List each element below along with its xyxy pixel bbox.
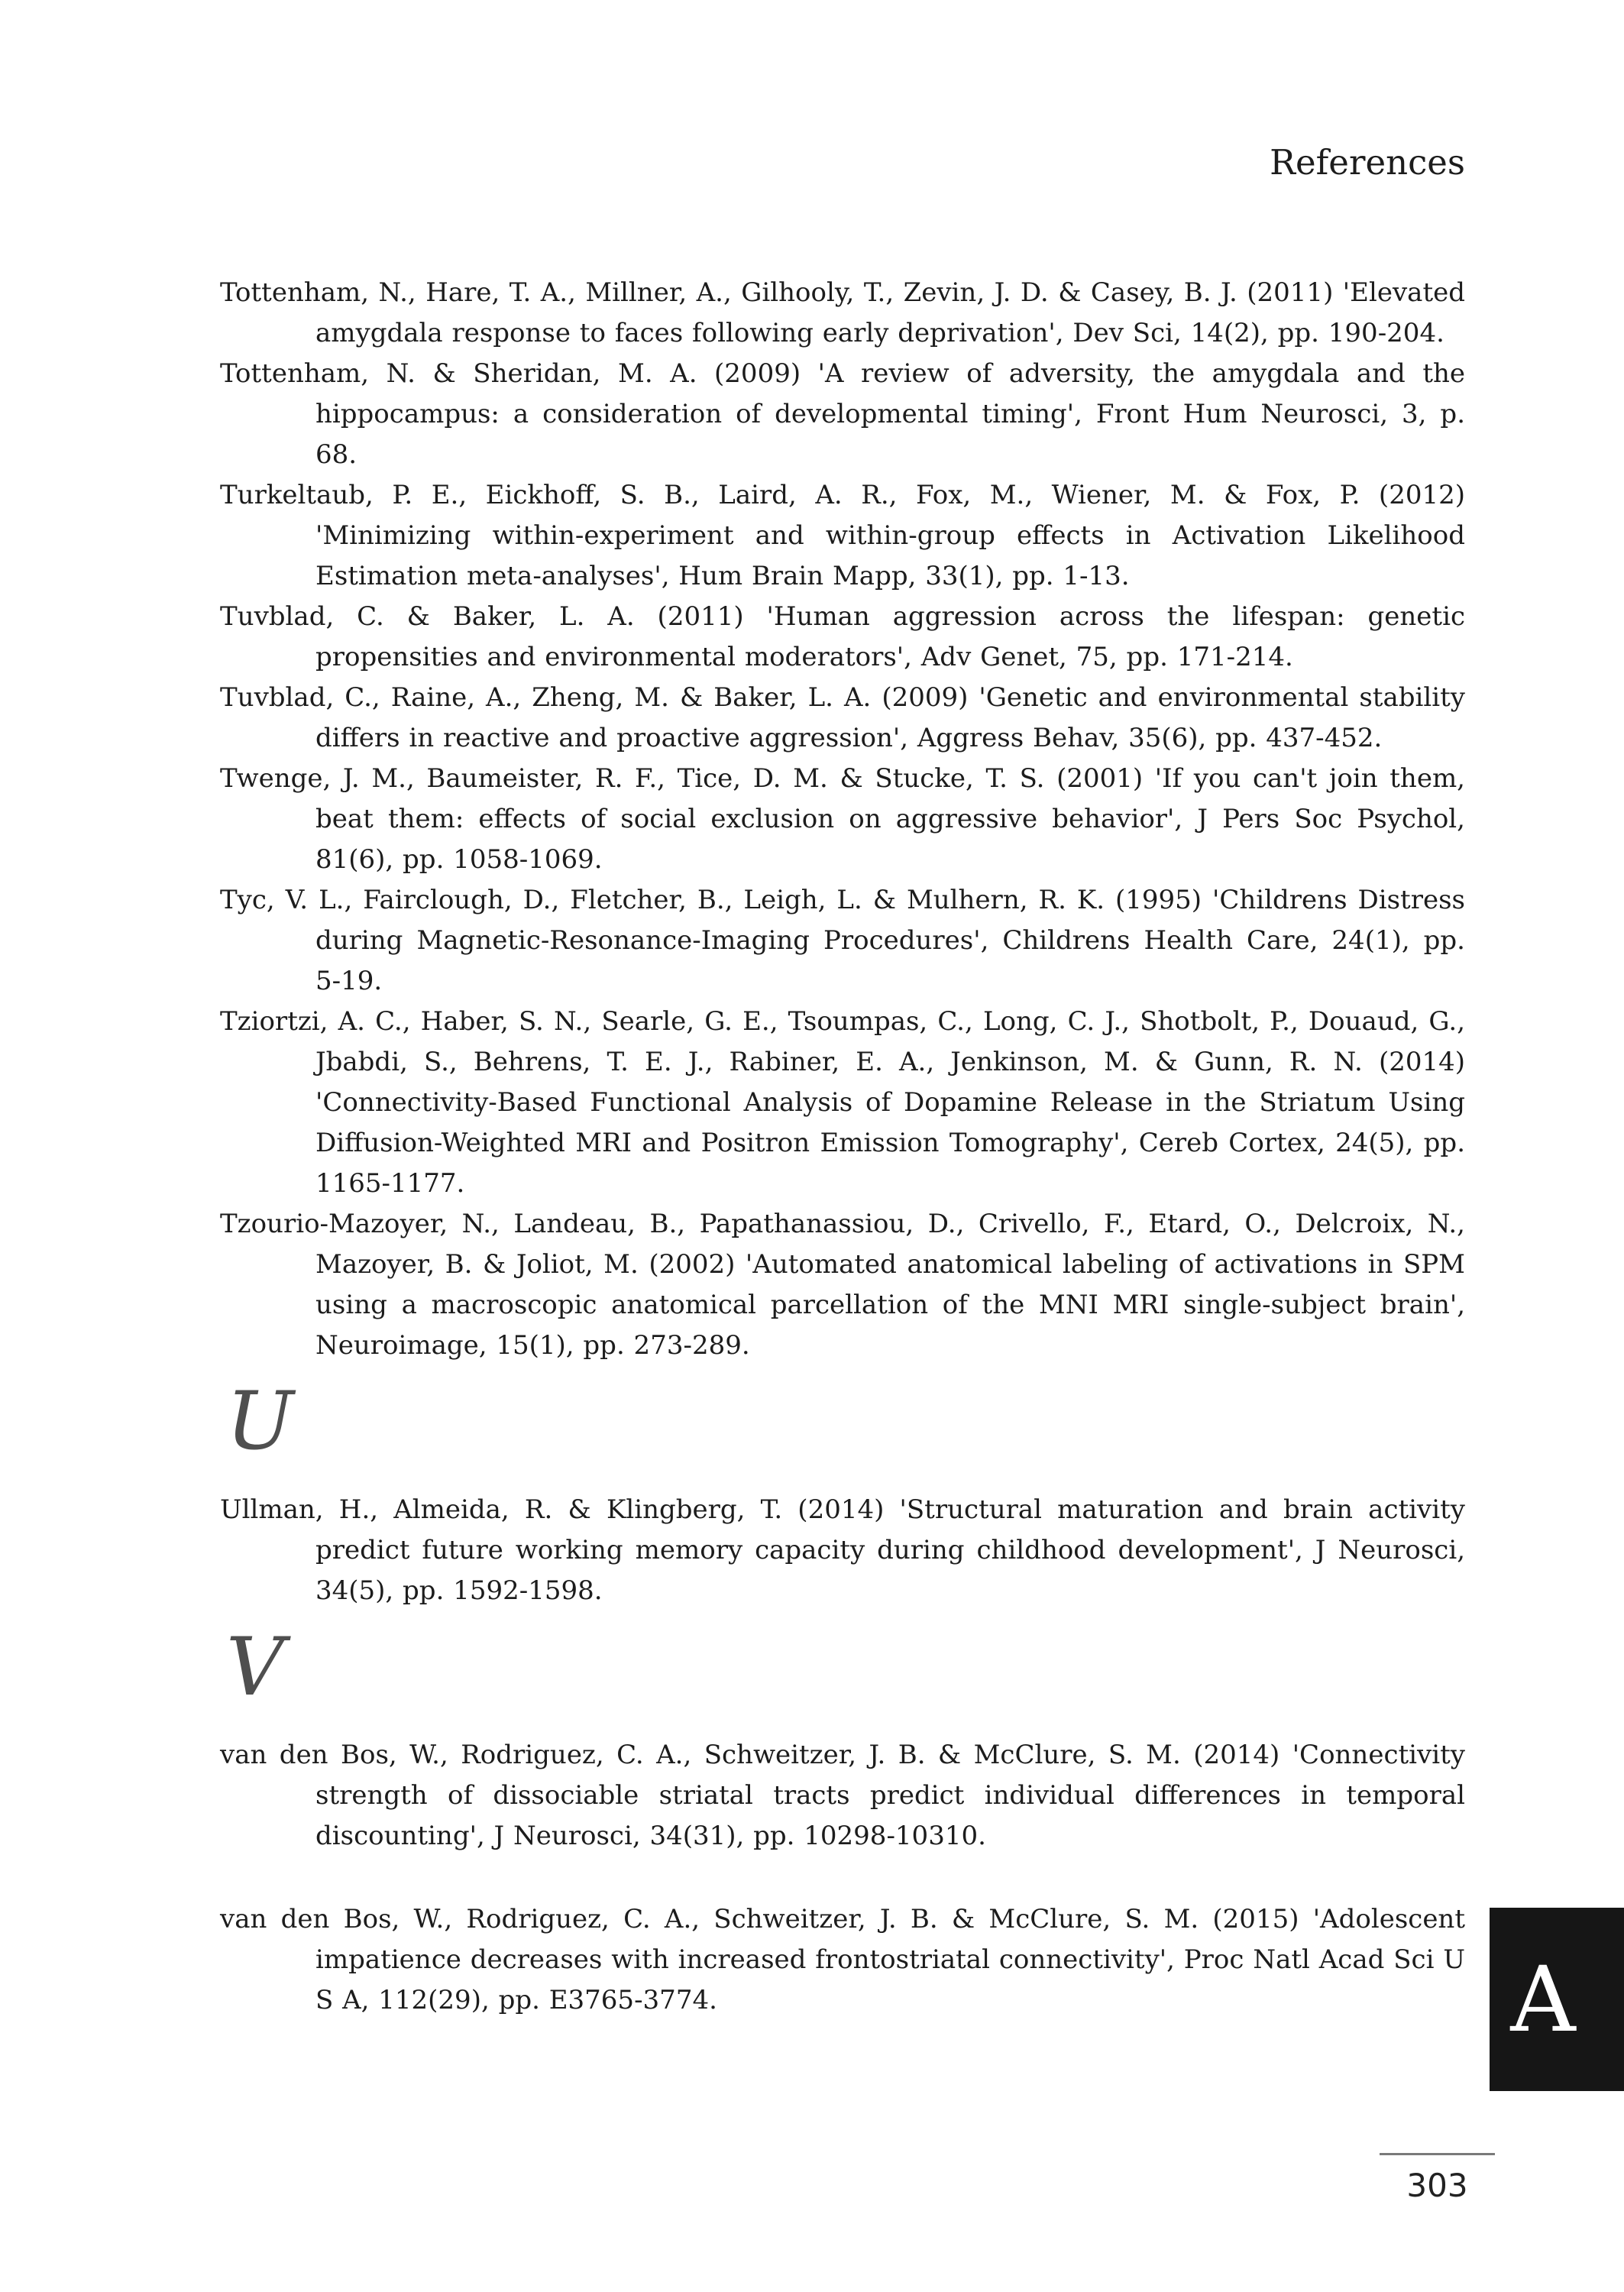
reference-entry-tottenham-2011: Tottenham, N., Hare, T. A., Millner, A., Gilhooly, T., Zevin, J. D. & Casey, B. J. (2011) 'Elevated amygdala response to faces following early deprivation', Dev Sci, 14(2), pp. 190-204. xyxy=(220,277,1465,348)
reference-entry-tzourio-mazoyer-2002: Tzourio-Mazoyer, N., Landeau, B., Papathanassiou, D., Crivello, F., Etard, O., Delcroix, N., Mazoyer, B. & Joliot, M. (2002) 'Automated anatomical labeling of activations in SPM using a macroscopic anatomical parcellation of the MNI MRI single-subject brain', Neuroimage, 15(1), pp. 273-289. xyxy=(220,1209,1465,1361)
footer-divider xyxy=(1380,2153,1495,2155)
reference-entry-tottenham-sheridan-2009: Tottenham, N. & Sheridan, M. A. (2009) 'A review of adversity, the amygdala and the hippocampus: a consideration of developmental timing', Front Hum Neurosci, 3, p. 68. xyxy=(220,358,1465,470)
reference-entry-tuvblad-2009: Tuvblad, C., Raine, A., Zheng, M. & Baker, L. A. (2009) 'Genetic and environmental stability differs in reactive and proactive aggression', Aggress Behav, 35(6), pp. 437-452. xyxy=(220,682,1465,753)
section-heading-v: V xyxy=(226,1620,284,1714)
thumb-index-tab-letter: A xyxy=(1510,1947,1576,2052)
reference-entry-turkeltaub-2012: Turkeltaub, P. E., Eickhoff, S. B., Laird, A. R., Fox, M., Wiener, M. & Fox, P. (2012) 'Minimizing within-experiment and within-group effects in Activation Likelihood Estimation meta-analyses', Hum Brain Mapp, 33(1), pp. 1-13. xyxy=(220,480,1465,591)
section-heading-u: U xyxy=(226,1374,294,1468)
page-header-title: References xyxy=(1270,142,1465,183)
page-number: 303 xyxy=(1406,2167,1468,2204)
reference-entry-twenge-2001: Twenge, J. M., Baumeister, R. F., Tice, D. M. & Stucke, T. S. (2001) 'If you can't join them, beat them: effects of social exclusion on aggressive behavior', J Pers Soc Psychol, 81(6), pp. 1058-1069. xyxy=(220,763,1465,875)
reference-entry-tziortzi-2014: Tziortzi, A. C., Haber, S. N., Searle, G. E., Tsoumpas, C., Long, C. J., Shotbolt, P., Douaud, G., Jbabdi, S., Behrens, T. E. J., Rabiner, E. A., Jenkinson, M. & Gunn, R. N. (2014) 'Connectivity-Based Functional Analysis of Dopamine Release in the Striatum Using Diffusion-Weighted MRI and Positron Emission Tomography', Cereb Cortex, 24(5), pp. 1165-1177. xyxy=(220,1006,1465,1199)
references-list xyxy=(220,273,1465,2021)
reference-entry-van-den-bos-2015: van den Bos, W., Rodriguez, C. A., Schweitzer, J. B. & McClure, S. M. (2015) 'Adolescent impatience decreases with increased frontostriatal connectivity', Proc Natl Acad Sci U S A, 112(29), pp. E3765-3774. xyxy=(220,1904,1465,2015)
thumb-index-tab xyxy=(1490,1908,1624,2091)
reference-entry-ullman-2014: Ullman, H., Almeida, R. & Klingberg, T. (2014) 'Structural maturation and brain activity predict future working memory capacity during childhood development', J Neurosci, 34(5), pp. 1592-1598. xyxy=(220,1494,1465,1606)
reference-entry-tyc-1995: Tyc, V. L., Fairclough, D., Fletcher, B., Leigh, L. & Mulhern, R. K. (1995) 'Childrens Distress during Magnetic-Resonance-Imaging Procedures', Childrens Health Care, 24(1), pp. 5-19. xyxy=(220,885,1465,996)
reference-entry-van-den-bos-2014: van den Bos, W., Rodriguez, C. A., Schweitzer, J. B. & McClure, S. M. (2014) 'Connectivity strength of dissociable striatal tracts predict individual differences in temporal discounting', J Neurosci, 34(31), pp. 10298-10310. xyxy=(220,1740,1465,1851)
reference-entry-tuvblad-baker-2011: Tuvblad, C. & Baker, L. A. (2011) 'Human aggression across the lifespan: genetic propensities and environmental moderators', Adv Genet, 75, pp. 171-214. xyxy=(220,601,1465,672)
